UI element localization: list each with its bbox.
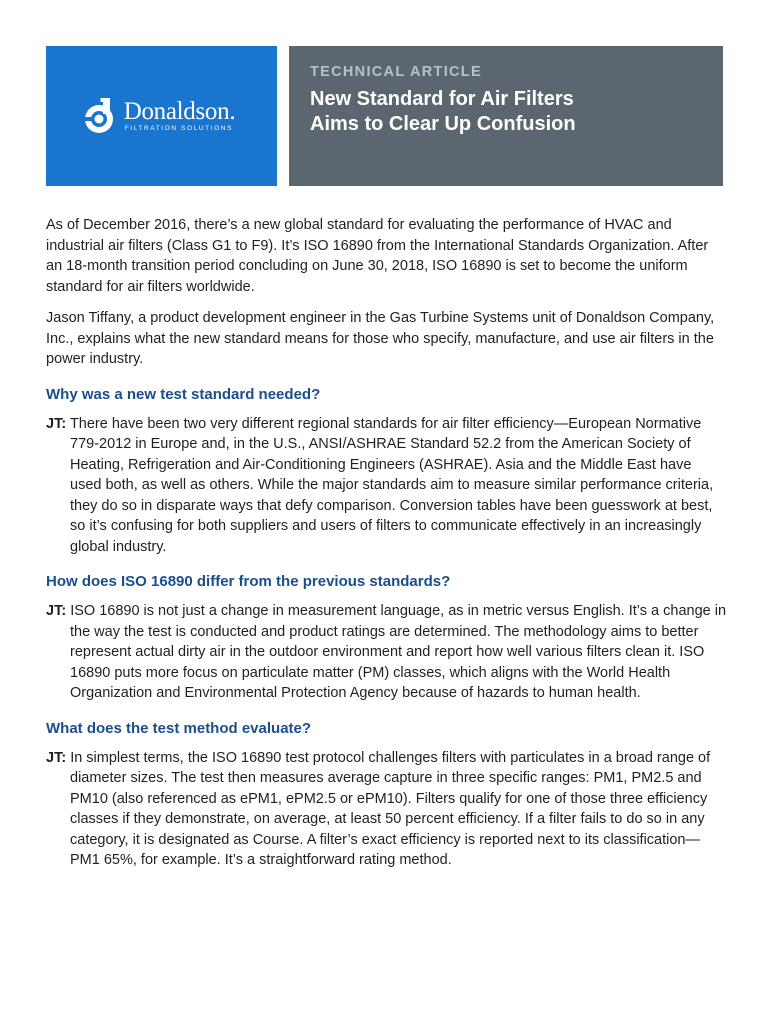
section-answer-1 xyxy=(46,414,726,558)
article-title xyxy=(310,87,705,137)
speaker-label: JT: xyxy=(46,749,67,766)
section-heading-3: What does the test method evaluate? xyxy=(46,719,312,737)
section-answer-3 xyxy=(46,748,726,871)
article-title-line-1: New Standard for Air Filters xyxy=(310,88,574,110)
brand-name: Donaldson. xyxy=(123,98,236,125)
article-header xyxy=(289,46,723,186)
speaker-label: JT: xyxy=(46,603,67,619)
section-heading-1: Why was a new test standard needed? xyxy=(46,385,321,403)
intro-paragraph-2: Jason Tiffany, a product development engineer in the Gas Turbine Systems unit of Donaldson Company, Inc., explains what the new standard means for those who specify, manufacture, and use air filters in the power industry. xyxy=(46,310,715,367)
donaldson-d-icon xyxy=(82,96,118,136)
answer-text: In simplest terms, the ISO 16890 test protocol challenges filters with particulates in a broad range of diameter sizes. The test then measures average capture in three specific ranges: PM1, PM2.5 and PM10 (also referenced as ePM1, ePM2.5 or ePM10). Filters qualify for one of those three efficiency classes if they demonstrate, on average, at least 50 percent efficiency. If a filter fails to do so in any category, it is designated as Course. A filter’s exact efficiency is reported next to its classification—PM1 65%, for example. It’s a straightforward rating method. xyxy=(70,749,711,868)
answer-text: ISO 16890 is not just a change in measurement language, as in metric versus English. It’s a change in the way the test is conducted and product ratings are determined. The methodology aims to better represent actual dirty air in the outdoor environment and report how well various filters clean it. ISO 16890 puts more focus on particulate matter (PM) classes, which aligns with the World Health Organization and Environmental Protection Agency because of hazards to human health. xyxy=(70,603,727,701)
brand-tagline: FILTRATION SOLUTIONS xyxy=(124,125,234,132)
article-body xyxy=(46,215,726,879)
section-heading-2: How does ISO 16890 differ from the previous standards? xyxy=(46,573,451,590)
intro-paragraph-1: As of December 2016, there’s a new global standard for evaluating the performance of HVAC and industrial air filters (Class G1 to F9). It’s ISO 16890 from the International Standards Organization. After an 18-month transition period concluding on June 30, 2018, ISO 16890 is set to become the uniform standard for air filters worldwide. xyxy=(46,217,709,295)
answer-text: There have been two very different regional standards for air filter efficiency—European Normative 779-2012 in Europe and, in the U.S., ANSI/ASHRAE Standard 52.2 from the American Society of Heating, Refrigeration and Air-Conditioning Engineers (ASHRAE). Asia and the Middle East have used both, as well as others. While the major standards aim to measure similar performance criteria, they do so in disparate ways that defy comparison. Conversion tables have been guesswork at best, so it’s confusing for both suppliers and users of filters to communicate effectively in an increasingly global industry. xyxy=(69,415,714,555)
brand-wordmark xyxy=(124,99,236,133)
speaker-label: JT: xyxy=(46,415,67,432)
brand-logo-block xyxy=(46,46,277,186)
article-title-line-2: Aims to Clear Up Confusion xyxy=(310,113,576,135)
section-answer-2 xyxy=(46,601,726,704)
brand-logo xyxy=(82,96,236,136)
article-kicker: TECHNICAL ARTICLE xyxy=(310,64,482,80)
